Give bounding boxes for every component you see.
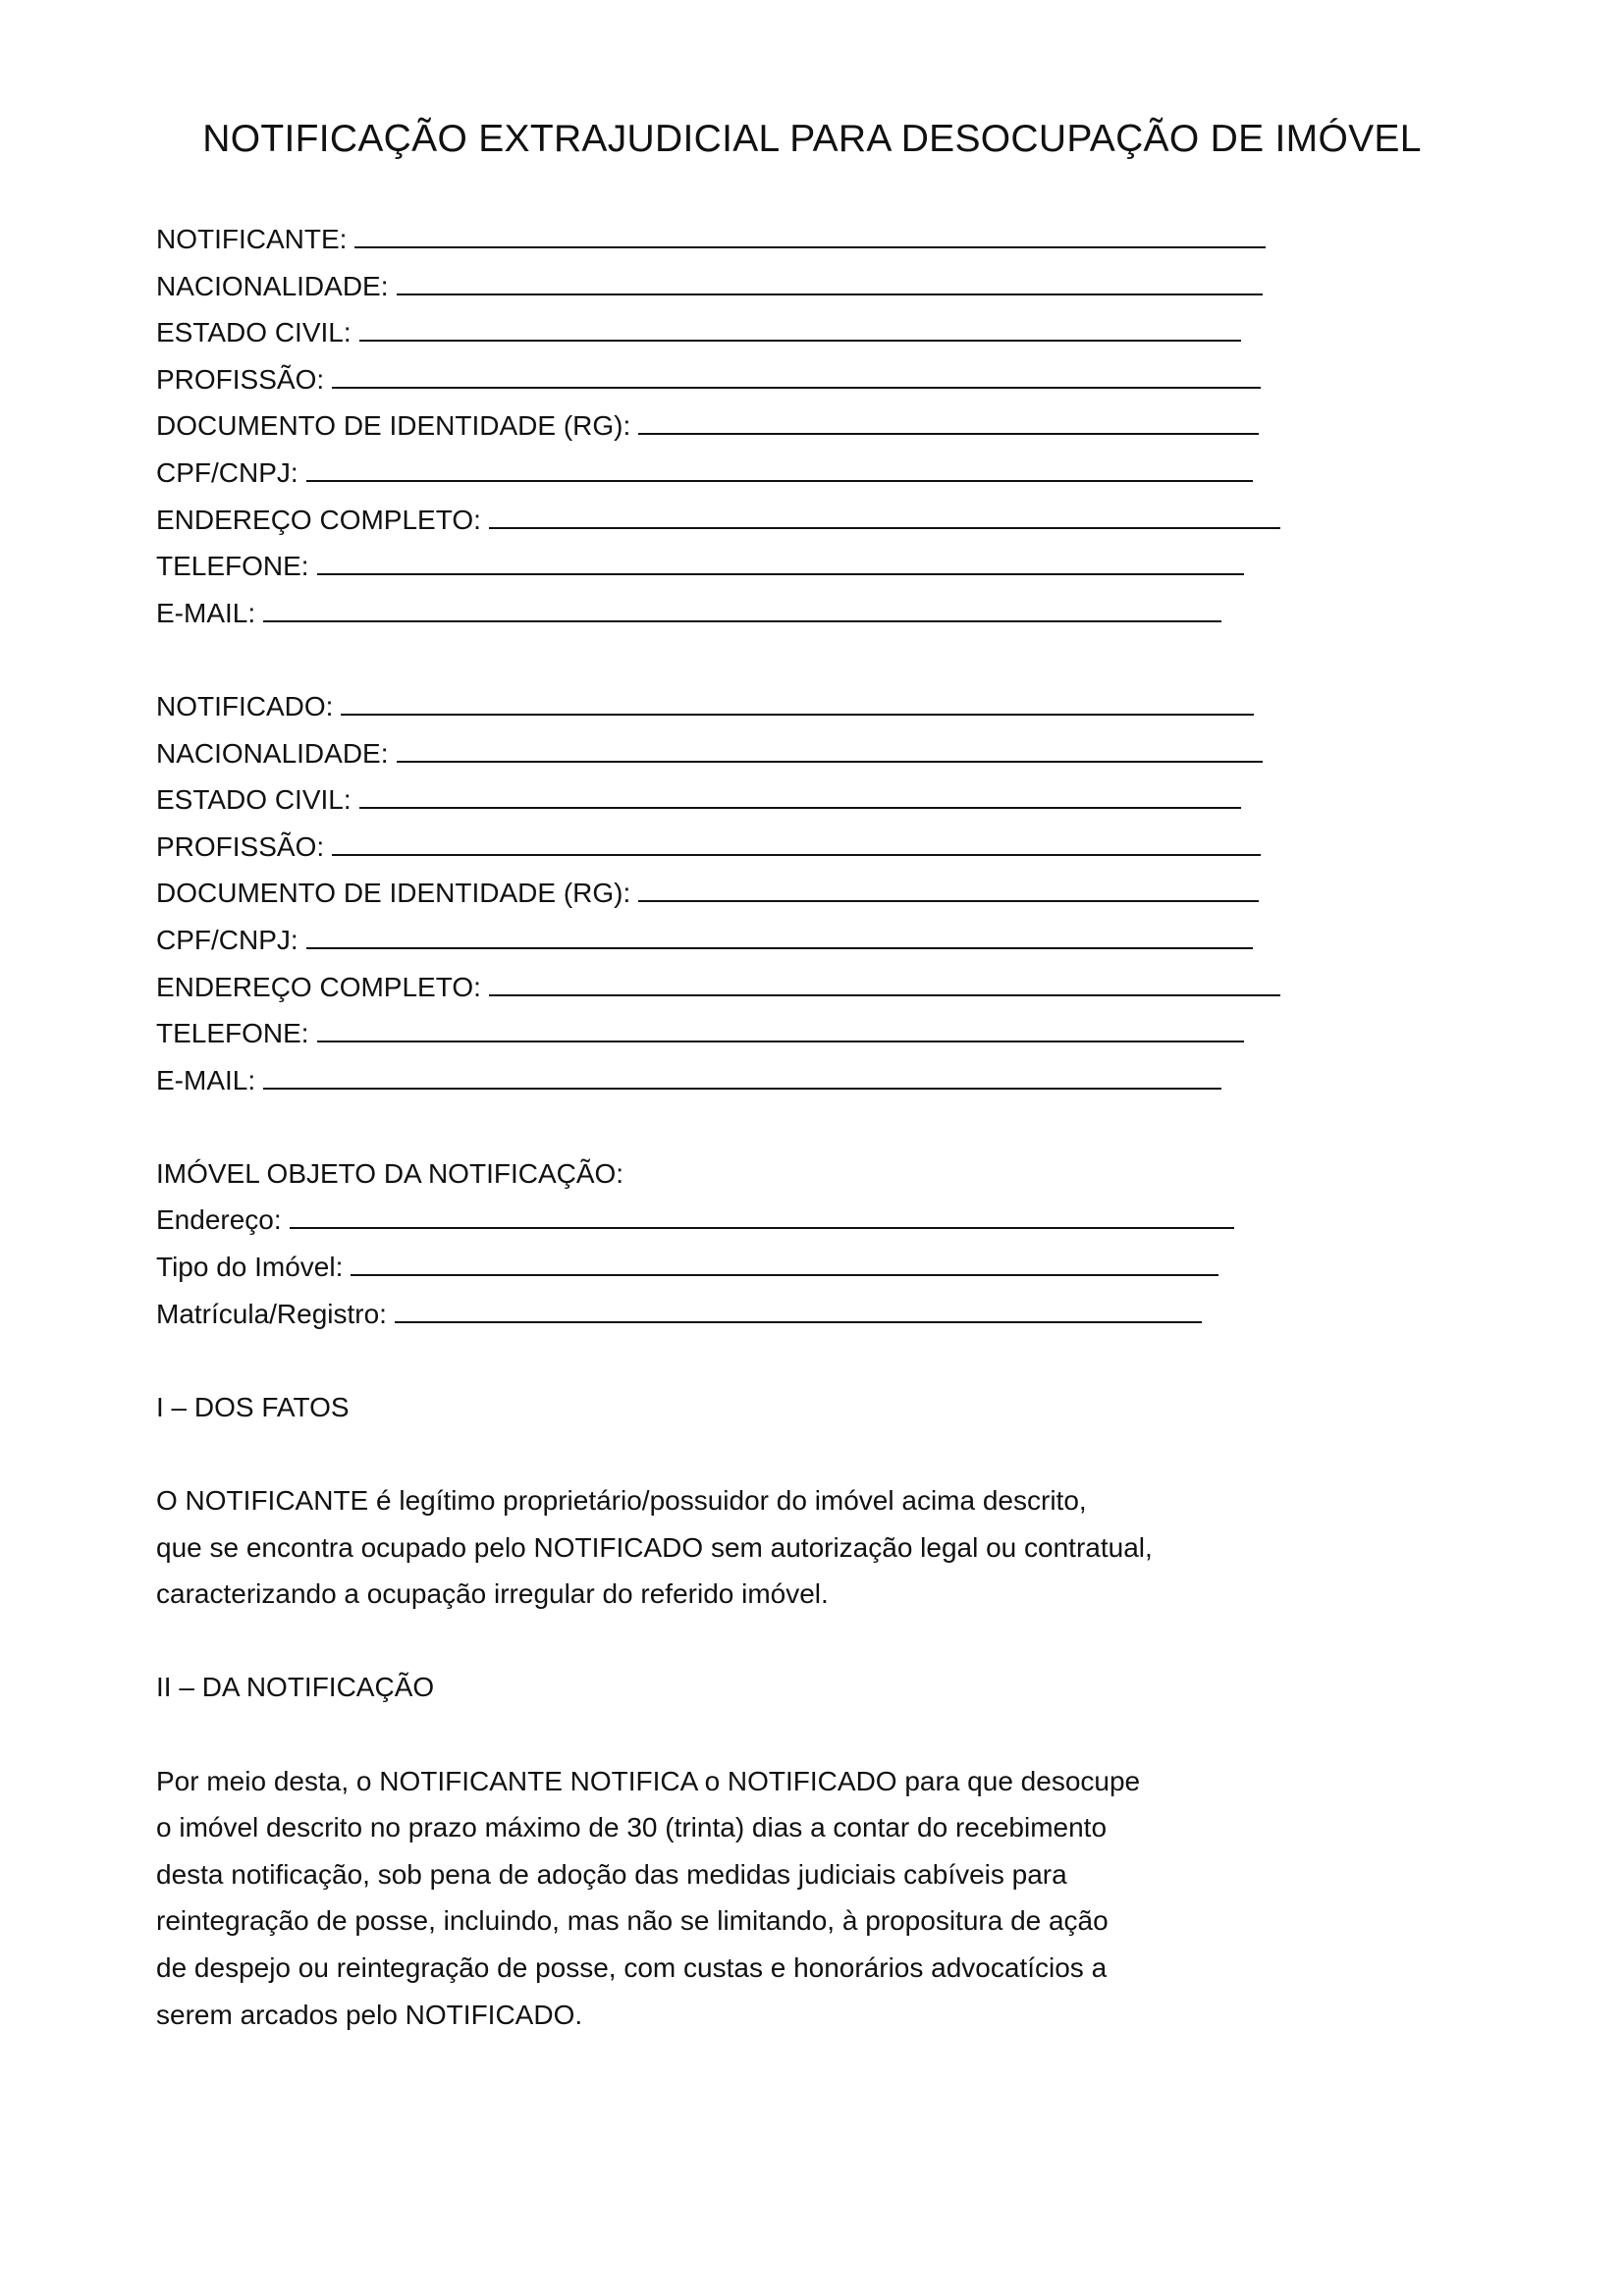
paragraph-line: reintegração de posse, incluindo, mas não se limitando, à propositura de ação — [156, 1905, 1109, 1937]
field-blank[interactable] — [397, 731, 1263, 763]
notificante-section — [156, 216, 1334, 636]
field-blank[interactable] — [332, 825, 1261, 856]
field-label: ENDEREÇO COMPLETO: — [156, 504, 481, 535]
imovel-heading: IMÓVEL OBJETO DA NOTIFICAÇÃO: — [156, 1157, 624, 1189]
field-blank[interactable] — [263, 1058, 1221, 1090]
field-blank[interactable] — [395, 1292, 1202, 1323]
paragraph-line: O NOTIFICANTE é legítimo proprietário/possuidor do imóvel acima descrito, — [156, 1485, 1087, 1517]
field-label: DOCUMENTO DE IDENTIDADE (RG): — [156, 410, 631, 442]
document-title: NOTIFICAÇÃO EXTRAJUDICIAL PARA DESOCUPAÇÃO DE IMÓVEL — [202, 118, 1422, 160]
field-notificado-cpf-cnpj — [156, 917, 1334, 964]
field-notificado — [156, 683, 1334, 730]
field-blank[interactable] — [341, 684, 1254, 716]
field-notificante-estado-civil — [156, 309, 1334, 356]
field-notificante-cpf-cnpj — [156, 450, 1334, 497]
field-notificado-email — [156, 1057, 1334, 1104]
field-notificante-rg — [156, 402, 1334, 450]
field-blank[interactable] — [354, 217, 1266, 248]
paragraph-line: Por meio desta, o NOTIFICANTE NOTIFICA o NOTIFICADO para que desocupe — [156, 1765, 1141, 1796]
field-label: NACIONALIDADE: — [156, 270, 389, 301]
field-blank[interactable] — [332, 357, 1261, 389]
field-blank[interactable] — [359, 777, 1241, 809]
notificacao-paragraph — [156, 1758, 1334, 2039]
paragraph-line: que se encontra ocupado pelo NOTIFICADO sem autorização legal ou contratual, — [156, 1531, 1153, 1563]
notificacao-heading: II – DA NOTIFICAÇÃO — [156, 1672, 435, 1703]
field-notificado-nacionalidade — [156, 730, 1334, 777]
field-blank[interactable] — [359, 310, 1241, 342]
field-label: E-MAIL: — [156, 597, 256, 628]
field-label: CPF/CNPJ: — [156, 456, 298, 488]
paragraph-line: serem arcados pelo NOTIFICADO. — [156, 1999, 583, 2030]
field-blank[interactable] — [306, 451, 1253, 482]
field-label: PROFISSÃO: — [156, 830, 325, 862]
spacer — [156, 636, 1334, 683]
field-notificado-rg — [156, 870, 1334, 917]
field-notificante-endereco — [156, 497, 1334, 544]
field-label: Tipo do Imóvel: — [156, 1252, 344, 1283]
spacer — [156, 1430, 1334, 1477]
field-blank[interactable] — [317, 544, 1244, 575]
field-notificado-profissao — [156, 824, 1334, 871]
field-notificante-profissao — [156, 356, 1334, 403]
fatos-section — [156, 1384, 1334, 1618]
field-notificante — [156, 216, 1334, 263]
field-notificado-estado-civil — [156, 776, 1334, 824]
field-blank[interactable] — [489, 498, 1280, 529]
field-blank[interactable] — [397, 264, 1263, 295]
field-label: TELEFONE: — [156, 1018, 309, 1049]
spacer — [156, 1103, 1334, 1150]
field-label: NOTIFICANTE: — [156, 224, 348, 254]
field-notificante-email — [156, 590, 1334, 637]
field-label: TELEFONE: — [156, 551, 309, 582]
field-blank[interactable] — [638, 871, 1259, 902]
paragraph-line: caracterizando a ocupação irregular do referido imóvel. — [156, 1578, 829, 1610]
spacer — [156, 1711, 1334, 1758]
field-label: NACIONALIDADE: — [156, 737, 389, 769]
fatos-paragraph — [156, 1477, 1334, 1618]
field-blank[interactable] — [317, 1011, 1244, 1042]
notificacao-section — [156, 1664, 1334, 2038]
imovel-section — [156, 1150, 1334, 1337]
field-blank[interactable] — [263, 591, 1221, 622]
field-label: Matrícula/Registro: — [156, 1298, 387, 1329]
field-notificado-telefone — [156, 1010, 1334, 1057]
field-imovel-endereco — [156, 1197, 1334, 1244]
field-notificado-endereco — [156, 964, 1334, 1011]
field-blank[interactable] — [290, 1198, 1234, 1229]
field-label: Endereço: — [156, 1204, 282, 1236]
fatos-heading: I – DOS FATOS — [156, 1391, 350, 1422]
spacer — [156, 1337, 1334, 1384]
field-label: ESTADO CIVIL: — [156, 784, 352, 816]
field-label: CPF/CNPJ: — [156, 924, 298, 955]
field-blank[interactable] — [489, 965, 1280, 996]
field-blank[interactable] — [351, 1245, 1218, 1276]
field-label: NOTIFICADO: — [156, 690, 334, 721]
field-label: ENDEREÇO COMPLETO: — [156, 971, 481, 1002]
field-label: ESTADO CIVIL: — [156, 317, 352, 348]
field-blank[interactable] — [638, 403, 1259, 435]
paragraph-line: de despejo ou reintegração de posse, com custas e honorários advocatícios a — [156, 1951, 1108, 1983]
field-imovel-matricula — [156, 1291, 1334, 1338]
field-label: E-MAIL: — [156, 1064, 256, 1095]
field-notificante-telefone — [156, 543, 1334, 590]
notificado-section — [156, 683, 1334, 1103]
field-label: DOCUMENTO DE IDENTIDADE (RG): — [156, 878, 631, 909]
document-body — [156, 216, 1334, 2038]
paragraph-line: o imóvel descrito no prazo máximo de 30 (trinta) dias a contar do recebimento — [156, 1812, 1108, 1843]
field-label: PROFISSÃO: — [156, 363, 325, 395]
field-imovel-tipo — [156, 1244, 1334, 1291]
spacer — [156, 1618, 1334, 1665]
field-blank[interactable] — [306, 918, 1253, 949]
field-notificante-nacionalidade — [156, 263, 1334, 310]
paragraph-line: desta notificação, sob pena de adoção das medidas judiciais cabíveis para — [156, 1858, 1067, 1890]
